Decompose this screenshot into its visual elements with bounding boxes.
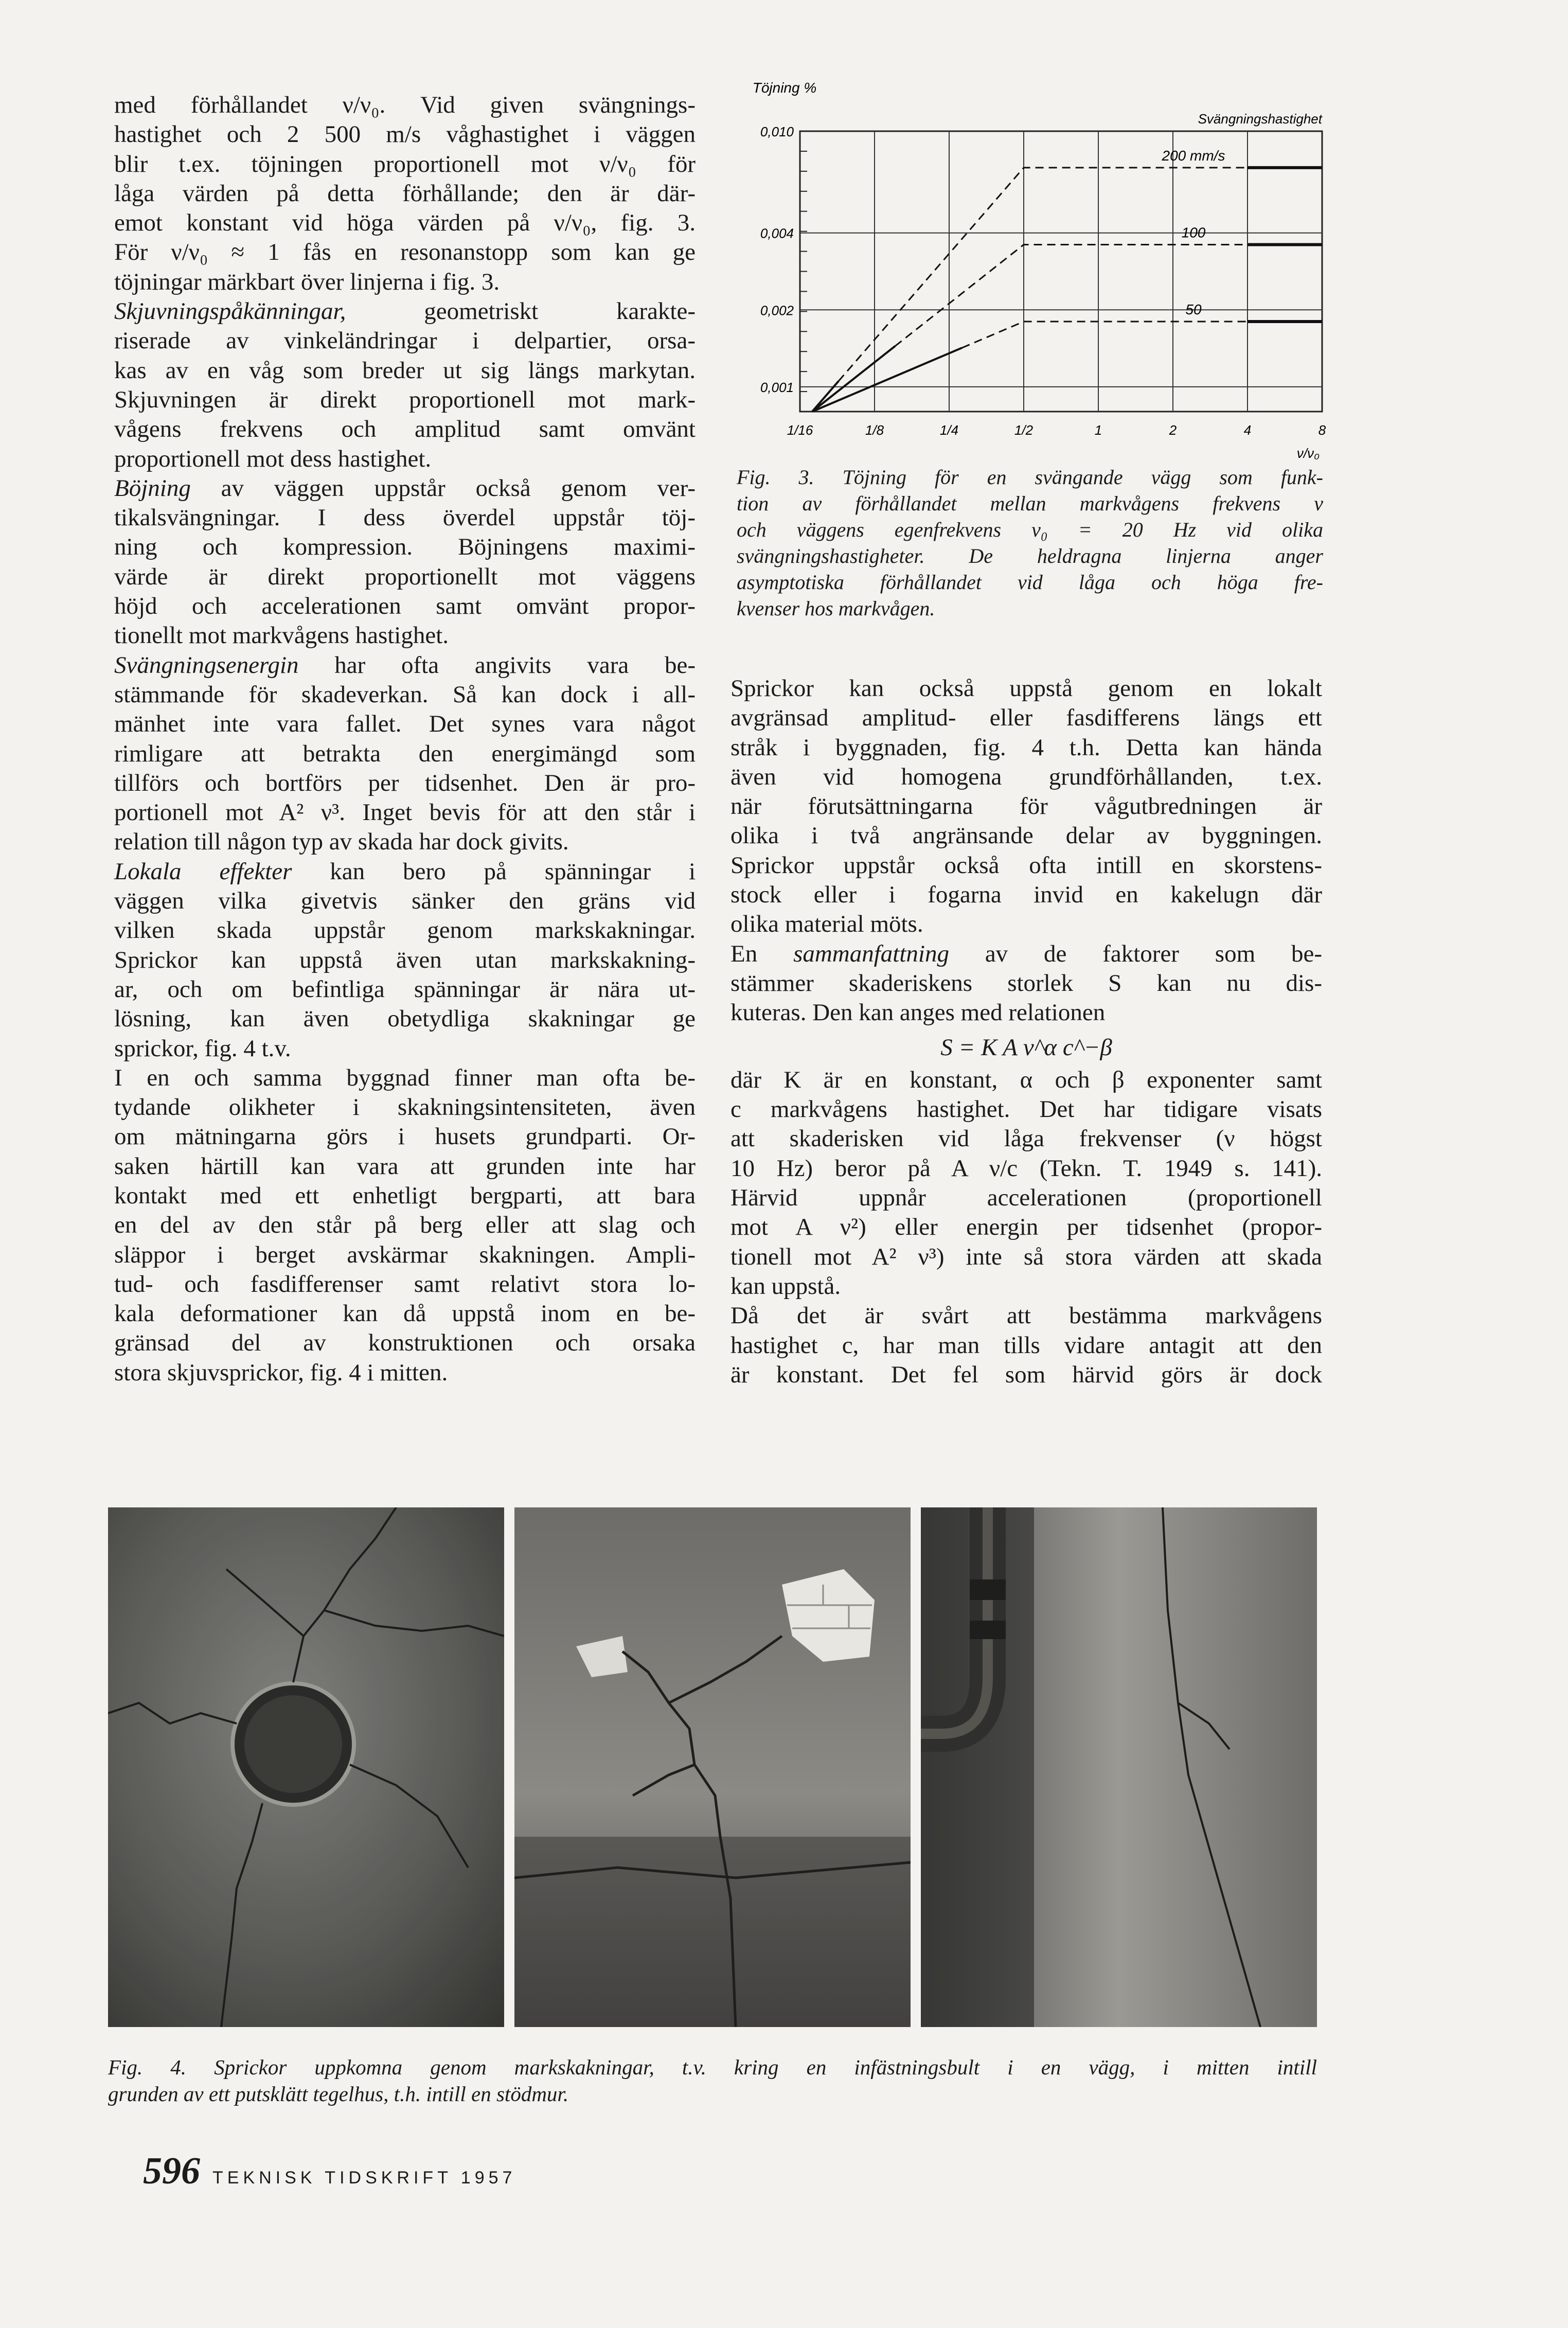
x-tick-label: 1 [1094, 422, 1102, 438]
caption-line: asymptotiska förhållandet vid låga och höga fre- [737, 571, 1323, 594]
y-tick-label: 0,010 [760, 124, 794, 139]
text-line: stämmer skaderiskens storlek S kan nu dis- [730, 969, 1322, 997]
text-line: saken härtill kan vara att grunden inte har [114, 1152, 696, 1180]
series-line [895, 244, 1248, 346]
x-tick-label: 1/8 [865, 422, 884, 438]
fig4-caption [108, 2054, 1317, 2107]
section-heading: Svängningsenergin [114, 651, 299, 679]
text-line: Härvid uppnår accelerationen (proportionell [730, 1184, 1322, 1212]
caption-line: tion av förhållandet mellan markvågens frekvens ν [737, 492, 1323, 515]
text-line: är konstant. Det fel som härvid görs är dock [730, 1361, 1322, 1388]
caption-line: Fig. 4. Sprickor uppkomna genom markskakningar, t.v. kring en infästningsbult i en vägg, i mitten intill [108, 2055, 1317, 2079]
paragraph-local-effects [114, 857, 696, 1063]
text-line: I en och samma byggnad finner man ofta be- [114, 1064, 696, 1091]
legend-title: Svängningshastighet [1198, 111, 1322, 127]
series-asymptote-low [812, 348, 962, 412]
text-line: tydande olikheter i skakningsintensiteten, även [114, 1094, 696, 1121]
x-tick-label: 1/2 [1014, 422, 1034, 438]
text-line: kontakt med ett enhetligt bergparti, att bara [114, 1182, 696, 1209]
right-column [730, 674, 1322, 1390]
paragraph-constants [730, 1065, 1322, 1301]
text-line: tionell mot A² ν³) inte så stora värden att skada [730, 1243, 1322, 1270]
text-line: vågens frekvens och amplitud samt omvänt [114, 416, 696, 443]
formula: S = K A ν^α c^−β [940, 1034, 1112, 1061]
paragraph-shear [114, 297, 696, 474]
photo-retaining-wall-crack [921, 1507, 1317, 2027]
text-line: 10 Hz) beror på A ν/c (Tekn. T. 1949 s. 141). [730, 1154, 1322, 1182]
text-line: proportionell mot dess hastighet. [114, 445, 432, 472]
chart-labels [753, 80, 1326, 461]
fig3-caption [737, 464, 1323, 621]
text-line: höjd och accelerationen samt omvänt propor- [114, 593, 696, 620]
text-line: har ofta angivits vara be- [298, 651, 696, 679]
series-line [962, 322, 1248, 348]
fig4-photos [108, 1507, 1317, 2027]
series-asymptote-low [812, 346, 895, 412]
y-axis-label: Töjning % [752, 80, 817, 96]
text-line: töjningar märkbart över linjerna i fig. 3. [114, 268, 500, 295]
text-line: om mätningarna görs i husets grundparti. Or- [114, 1123, 696, 1150]
section-heading: Böjning [114, 474, 191, 502]
text-line: c markvågens hastighet. Det har tidigare visats [730, 1096, 1322, 1123]
text-line: sprickor, fig. 4 t.v. [114, 1035, 291, 1062]
text-line: att skaderisken vid låga frekvenser (ν högst [730, 1125, 1322, 1152]
text-line: stora skjuvsprickor, fig. 4 i mitten. [114, 1359, 448, 1386]
text-line: tionellt mot markvågens hastighet. [114, 622, 449, 649]
text-line: kas av en våg som breder ut sig längs markytan. [114, 357, 696, 384]
text-line: av väggen uppstår också genom ver- [190, 474, 696, 502]
text-line: kan uppstå. [730, 1272, 841, 1300]
text-line: riserade av vinkeländringar i delpartier, orsa- [114, 327, 696, 354]
section-heading: Lokala effekter [114, 858, 292, 885]
text-line: lösning, kan även obetydliga skakningar ge [114, 1005, 696, 1033]
journal-name: TEKNISK TIDSKRIFT 1957 [212, 2168, 516, 2188]
text-line: tikalsvängningar. I dess överdel uppstår töj- [114, 504, 696, 531]
series-label: 50 [1185, 301, 1202, 318]
fig3-chart [720, 62, 1327, 463]
text-line: stråk i byggnaden, fig. 4 t.h. Detta kan hända [730, 734, 1322, 761]
text-line: Då det är svårt att bestämma markvågens [730, 1302, 1322, 1329]
y-tick-label: 0,001 [760, 379, 794, 395]
text-line: mot A ν²) eller energin per tidsenhet (propor- [730, 1214, 1322, 1241]
photo-brick-house-crack [514, 1507, 911, 2027]
text-line: en del av den står på berg eller att slag och [114, 1212, 696, 1239]
series-line [839, 168, 1248, 381]
text-line: olika i två angränsande delar av byggningen. [730, 822, 1322, 849]
series-label: 100 [1181, 224, 1206, 241]
text-line: relation till någon typ av skada har dock givits. [114, 828, 569, 856]
text-line: värde är direkt proportionellt mot väggens [114, 563, 696, 590]
text-line: med förhållandet ν/ν₀. Vid given svängnings- [114, 92, 696, 118]
text-line: emot konstant vid höga värden på ν/ν₀, fig. 3. [114, 209, 696, 237]
text-line: ar, och om befintliga spänningar är nära ut- [114, 975, 696, 1003]
text-line: där K är en konstant, α och β exponenter samt [730, 1066, 1322, 1093]
paragraph-cracks [730, 674, 1322, 939]
paragraph-velocity [730, 1301, 1322, 1390]
section-heading: Skjuvningspåkänningar, [114, 298, 346, 325]
photo-bolt-crack [108, 1507, 504, 2027]
paragraph-intro [114, 91, 696, 297]
text-line: olika material möts. [730, 911, 923, 938]
text-line: vilken skada uppstår genom markskakningar. [114, 917, 696, 944]
text-line: Skjuvningen är direkt proportionell mot mark- [114, 386, 696, 413]
text-line: geometriskt karakte- [346, 298, 696, 325]
x-axis-label: ν/ν₀ [1296, 446, 1320, 461]
text-line: kala deformationer kan då uppstå inom en be- [114, 1300, 696, 1327]
caption-line: och väggens egenfrekvens ν₀ = 20 Hz vid olika [737, 518, 1323, 541]
caption-line: Fig. 3. Töjning för en svängande vägg som funk- [737, 466, 1323, 489]
paragraph-energy [114, 651, 696, 857]
text-line: även vid homogena grundförhållanden, t.ex. [730, 763, 1322, 790]
section-heading: sammanfattning [793, 940, 949, 967]
x-tick-label: 8 [1318, 422, 1326, 438]
x-tick-label: 2 [1169, 422, 1177, 438]
text-line: En [730, 940, 794, 967]
caption-line: svängningshastigheter. De heldragna linjerna anger [737, 544, 1323, 567]
page-footer [143, 2149, 516, 2191]
text-line: kan bero på spänningar i [292, 858, 696, 885]
text-line: stämmande för skadeverkan. Så kan dock i all- [114, 681, 696, 708]
text-line: mänhet inte vara fallet. Det synes vara något [114, 710, 696, 738]
text-line: Sprickor kan uppstå även utan markskakning- [114, 946, 696, 973]
chart-grid [800, 131, 1322, 412]
text-line: kuteras. Den kan anges med relationen [730, 999, 1106, 1026]
text-line: väggen vilka givetvis sänker den gräns vid [114, 887, 696, 915]
text-line: Sprickor uppstår också ofta intill en skorstens- [730, 851, 1322, 879]
x-tick-label: 1/16 [787, 422, 813, 438]
text-line: tud- och fasdifferenser samt relativt stora lo- [114, 1270, 696, 1298]
series-label: 200 mm/s [1162, 147, 1225, 164]
y-tick-label: 0,004 [760, 225, 794, 241]
left-column [114, 91, 696, 1388]
x-tick-label: 1/4 [939, 422, 959, 438]
text-line: avgränsad amplitud- eller fasdifferens längs ett [730, 704, 1322, 732]
text-line: blir t.ex. töjningen proportionell mot ν/ν₀ för [114, 150, 696, 177]
text-line: gränsad del av konstruktionen och orsaka [114, 1329, 696, 1357]
page-number: 596 [143, 2150, 200, 2192]
text-line: hastighet c, har man tills vidare antagit att den [730, 1331, 1322, 1359]
paragraph-summary [730, 939, 1322, 1028]
text-line: stock eller i fogarna invid en kakelugn där [730, 881, 1322, 909]
caption-line: kvenser hos markvågen. [737, 597, 935, 620]
text-line: ning och kompression. Böjningens maximi- [114, 534, 696, 561]
plot-frame [800, 131, 1322, 412]
text-line: låga värden på detta förhållande; den är där- [114, 180, 696, 207]
text-line: tillförs och bortförs per tidsenhet. Den är pro- [114, 769, 696, 796]
caption-line: grunden av ett putsklätt tegelhus, t.h. intill en stödmur. [108, 2082, 569, 2106]
paragraph-building [114, 1063, 696, 1388]
paragraph-bending [114, 474, 696, 651]
text-line: hastighet och 2 500 m/s våghastighet i väggen [114, 121, 696, 148]
text-line: rimligare att betrakta den energimängd som [114, 740, 696, 767]
text-line: Sprickor kan också uppstå genom en lokalt [730, 675, 1322, 702]
y-tick-label: 0,002 [760, 303, 794, 318]
x-tick-label: 4 [1243, 422, 1252, 438]
text-line: släppor i berget avskärmar skakningen. Ampli- [114, 1241, 696, 1268]
text-line: För ν/ν₀ ≈ 1 fås en resonanstopp som kan ge [114, 239, 696, 266]
chart-series [812, 168, 1322, 412]
text-line: när förutsättningarna för vågutbredningen är [730, 793, 1322, 820]
text-line: av de faktorer som be- [949, 940, 1322, 967]
text-line: portionell mot A² ν³. Inget bevis för att den står i [114, 799, 696, 826]
